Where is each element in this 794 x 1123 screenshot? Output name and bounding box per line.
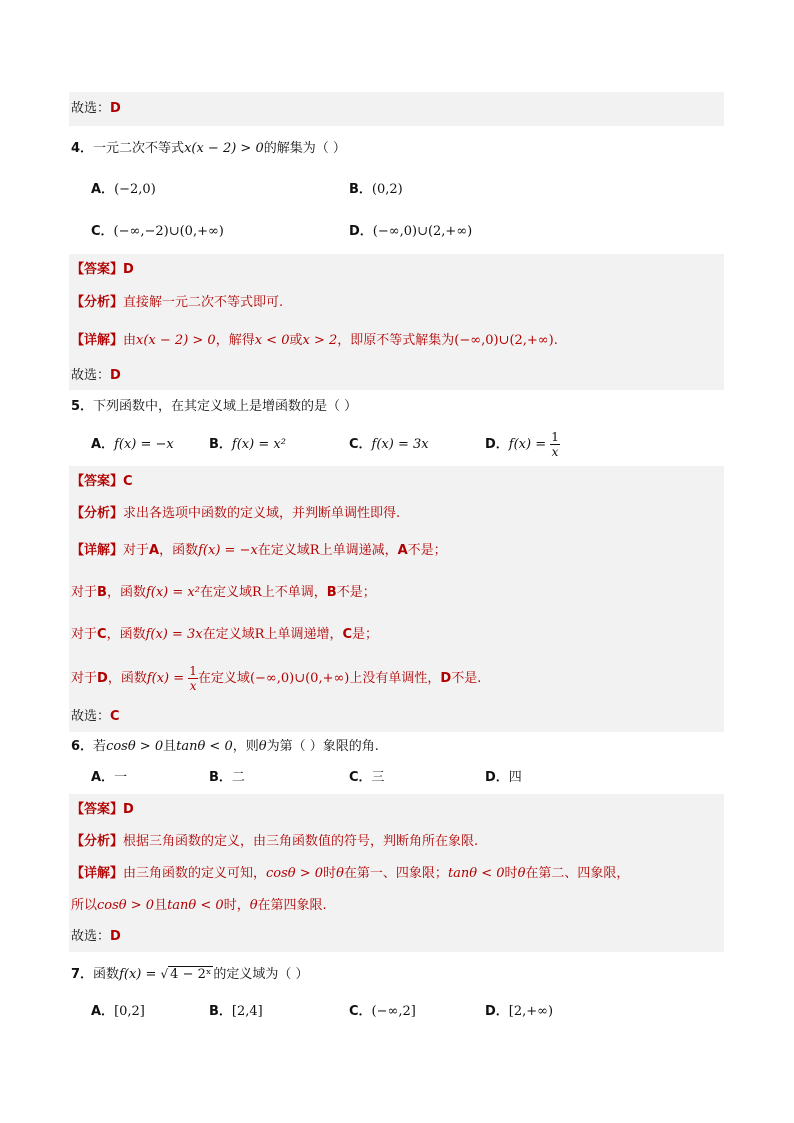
fraction-numerator: 1 bbox=[189, 664, 197, 678]
stem-text: 若 bbox=[93, 739, 107, 754]
q4-solution-block bbox=[69, 254, 724, 390]
math-expr: R bbox=[309, 543, 320, 558]
option-label: B． bbox=[209, 1004, 232, 1019]
detail-line-1 bbox=[71, 858, 724, 890]
question-number: 6． bbox=[71, 739, 94, 754]
detail-line-d bbox=[71, 656, 724, 702]
math-expr: θ bbox=[336, 866, 344, 881]
answer-tag: 【答案】 bbox=[71, 802, 124, 817]
option-value: (0,2) bbox=[371, 182, 403, 197]
analysis-line bbox=[71, 286, 724, 320]
option-label: B． bbox=[209, 437, 232, 452]
math-expr: f(x) = bbox=[146, 671, 185, 686]
stem-text: 一元二次不等式 bbox=[93, 141, 185, 156]
math-expr: cosθ > 0 bbox=[106, 739, 164, 754]
q6-solution-block bbox=[69, 794, 724, 952]
detail-text: 是； bbox=[352, 627, 379, 642]
option-b bbox=[209, 994, 263, 1030]
fraction bbox=[188, 665, 198, 692]
q6-stem bbox=[71, 732, 724, 762]
analysis-text: 求出各选项中函数的定义域，并判断单调性即得. bbox=[123, 506, 401, 521]
math-expr: θ bbox=[517, 866, 526, 881]
answer-tag: 【答案】 bbox=[71, 474, 124, 489]
math-expr: R bbox=[251, 585, 262, 600]
math-expr: x < 0 bbox=[254, 333, 290, 348]
fraction-denominator: x bbox=[189, 679, 197, 693]
detail-text: 在第四象限. bbox=[257, 898, 327, 913]
fraction-denominator: x bbox=[551, 445, 559, 459]
option-label: D． bbox=[349, 224, 373, 239]
detail-text: 且 bbox=[154, 898, 168, 913]
detail-text: 对于 bbox=[71, 671, 98, 686]
math-expr: tanθ < 0 bbox=[176, 739, 233, 754]
math-expr: (−∞,0)∪(2,+∞) bbox=[454, 333, 554, 348]
option-label: D． bbox=[485, 1004, 509, 1019]
option-value: (−∞,0)∪(2,+∞) bbox=[372, 224, 473, 239]
stem-text: 的解集为（ ） bbox=[263, 141, 346, 156]
analysis-line bbox=[71, 498, 724, 530]
q6-options bbox=[71, 762, 724, 794]
option-ref: D bbox=[440, 671, 452, 686]
option-label: D． bbox=[485, 770, 509, 785]
detail-text: 在第一、四象限； bbox=[343, 866, 448, 881]
option-value: f(x) = −x bbox=[114, 437, 174, 452]
option-value: [0,2] bbox=[114, 1004, 145, 1019]
option-label: A． bbox=[91, 1004, 115, 1019]
choice-label: 故选： bbox=[71, 929, 111, 944]
detail-text: 所以 bbox=[71, 898, 98, 913]
choice-value: D bbox=[110, 368, 121, 383]
option-ref: B bbox=[326, 585, 337, 600]
detail-text: 或 bbox=[289, 333, 303, 348]
detail-text: 在定义域 bbox=[257, 543, 310, 558]
detail-text: ，函数 bbox=[106, 627, 146, 642]
q7-stem: 7．函数f(x) = √ 4 − 2ˣ 的定义域为（ ） bbox=[71, 967, 309, 982]
detail-text: 上不单调， bbox=[261, 585, 327, 600]
math-expr: x(x − 2) > 0 bbox=[136, 333, 216, 348]
detail-text: ，函数 bbox=[106, 585, 146, 600]
answer-tag: 【答案】 bbox=[71, 262, 124, 277]
option-d bbox=[485, 994, 553, 1030]
detail-text: 由三角函数的定义可知， bbox=[123, 866, 267, 881]
option-label: C． bbox=[349, 437, 372, 452]
choice-label: 故选： bbox=[71, 101, 111, 116]
question-number: 4． bbox=[71, 141, 94, 156]
detail-tag: 【详解】 bbox=[71, 333, 124, 348]
q4-options-row2 bbox=[71, 212, 724, 252]
analysis-tag: 【分析】 bbox=[71, 834, 124, 849]
option-a bbox=[91, 762, 127, 794]
detail-text: 对于 bbox=[71, 627, 98, 642]
option-a bbox=[91, 424, 174, 466]
q4-options-row1 bbox=[71, 170, 724, 210]
option-label: C． bbox=[91, 224, 114, 239]
option-ref: C bbox=[97, 627, 107, 642]
answer-line bbox=[71, 254, 724, 286]
option-label: D． bbox=[485, 437, 509, 452]
option-value: f(x) = bbox=[508, 437, 547, 452]
option-b bbox=[209, 424, 286, 466]
math-expr: tanθ < 0 bbox=[447, 866, 505, 881]
option-b bbox=[349, 170, 403, 210]
detail-text: 在第二、四象限， bbox=[525, 866, 630, 881]
detail-text: 上单调递增， bbox=[264, 627, 343, 642]
q5-solution-block bbox=[69, 466, 724, 732]
option-a bbox=[91, 170, 156, 210]
detail-text: 时 bbox=[323, 866, 337, 881]
math-expr: f(x) = x² bbox=[145, 585, 200, 600]
math-expr: θ bbox=[249, 898, 258, 913]
option-value: (−∞,2] bbox=[371, 1004, 416, 1019]
detail-line-b bbox=[71, 572, 724, 614]
option-value: f(x) = 3x bbox=[371, 437, 429, 452]
option-value: 一 bbox=[114, 770, 128, 785]
option-label: A． bbox=[91, 770, 115, 785]
question-number: 5． bbox=[71, 399, 94, 414]
stem-text: ，则 bbox=[232, 739, 259, 754]
option-value: 四 bbox=[508, 770, 522, 785]
option-value: 二 bbox=[231, 770, 245, 785]
stem-text: 为第（ ）象限的角. bbox=[266, 739, 379, 754]
analysis-tag: 【分析】 bbox=[71, 295, 124, 310]
q4-stem bbox=[71, 130, 724, 168]
detail-text: ，解得 bbox=[215, 333, 255, 348]
choice-value: D bbox=[110, 101, 121, 116]
choice-label: 故选： bbox=[71, 368, 111, 383]
answer-value: C bbox=[123, 474, 133, 489]
option-label: B． bbox=[349, 182, 372, 197]
detail-text: 对于 bbox=[123, 543, 150, 558]
option-label: C． bbox=[349, 1004, 372, 1019]
choice-label: 故选： bbox=[71, 709, 111, 724]
detail-text: . bbox=[553, 333, 558, 348]
analysis-tag: 【分析】 bbox=[71, 506, 124, 521]
option-d bbox=[349, 212, 472, 252]
choice-value: C bbox=[110, 709, 120, 724]
math-expr: f(x) = −x bbox=[198, 543, 258, 558]
math-expr: θ bbox=[258, 739, 267, 754]
choice-line bbox=[71, 702, 724, 732]
choice-value: D bbox=[110, 929, 121, 944]
detail-tag: 【详解】 bbox=[71, 866, 124, 881]
detail-text: 时， bbox=[223, 898, 250, 913]
detail-text: ，函数 bbox=[159, 543, 199, 558]
detail-text: 上单调递减， bbox=[319, 543, 398, 558]
option-value: f(x) = x² bbox=[231, 437, 286, 452]
option-c bbox=[91, 212, 224, 252]
stem-text: 函数 bbox=[93, 967, 120, 982]
q5-stem bbox=[71, 392, 724, 422]
detail-text: 时 bbox=[504, 866, 518, 881]
analysis-line bbox=[71, 826, 724, 858]
answer-line bbox=[71, 466, 724, 498]
math-expr: cosθ > 0 bbox=[97, 898, 155, 913]
q7-options bbox=[71, 994, 724, 1030]
q5-options bbox=[71, 424, 724, 466]
detail-text: 由 bbox=[123, 333, 137, 348]
option-value: 三 bbox=[371, 770, 385, 785]
option-label: A． bbox=[91, 182, 115, 197]
answer-value: D bbox=[123, 802, 134, 817]
detail-text: 在定义域 bbox=[199, 585, 252, 600]
option-d bbox=[485, 762, 522, 794]
detail-text: 在定义域 bbox=[202, 627, 255, 642]
choice-line bbox=[71, 362, 724, 390]
option-ref: D bbox=[97, 671, 108, 686]
choice-line bbox=[71, 922, 724, 952]
detail-line-c bbox=[71, 614, 724, 656]
detail-text: 不是. bbox=[451, 671, 482, 686]
question-number: 7． bbox=[71, 967, 94, 982]
math-expr: f(x) = 3x bbox=[145, 627, 203, 642]
detail-line-2 bbox=[71, 890, 724, 922]
option-label: A． bbox=[91, 437, 115, 452]
fraction-numerator: 1 bbox=[551, 430, 559, 444]
option-c bbox=[349, 994, 416, 1030]
detail-text: ，函数 bbox=[107, 671, 147, 686]
math-expr: tanθ < 0 bbox=[167, 898, 224, 913]
answer-value: D bbox=[123, 262, 134, 277]
detail-text: 在定义域 bbox=[197, 671, 250, 686]
option-ref: B bbox=[97, 585, 107, 600]
stem-text: 的定义域为（ ） bbox=[213, 967, 309, 982]
math-expr: cosθ > 0 bbox=[266, 866, 324, 881]
detail-text: 不是； bbox=[336, 585, 376, 600]
detail-line bbox=[71, 320, 724, 362]
option-ref: A bbox=[149, 543, 160, 558]
option-value: [2,4] bbox=[231, 1004, 263, 1019]
detail-text: ，即原不等式解集为 bbox=[337, 333, 455, 348]
sqrt-expr: 4 − 2ˣ bbox=[170, 967, 212, 982]
option-value: (−2,0) bbox=[114, 182, 156, 197]
detail-line-a bbox=[71, 530, 724, 572]
math-expr: f(x) = bbox=[119, 967, 157, 982]
detail-text: 上没有单调性， bbox=[349, 671, 441, 686]
option-c bbox=[349, 762, 385, 794]
math-expr: (−∞,0)∪(0,+∞) bbox=[249, 671, 350, 686]
detail-tag: 【详解】 bbox=[71, 543, 124, 558]
option-ref: C bbox=[342, 627, 352, 642]
math-expr: x > 2 bbox=[302, 333, 338, 348]
option-a bbox=[91, 994, 145, 1030]
stem-text: 且 bbox=[163, 739, 177, 754]
fraction bbox=[550, 431, 560, 458]
stem-text: 下列函数中，在其定义域上是增函数的是（ ） bbox=[93, 399, 358, 414]
math-expr: R bbox=[254, 627, 265, 642]
analysis-text: 根据三角函数的定义，由三角函数值的符号，判断角所在象限. bbox=[123, 834, 479, 849]
detail-text: 对于 bbox=[71, 585, 98, 600]
option-value: (−∞,−2)∪(0,+∞) bbox=[113, 224, 224, 239]
answer-line bbox=[71, 794, 724, 826]
option-label: C． bbox=[349, 770, 372, 785]
option-value: [2,+∞) bbox=[508, 1004, 554, 1019]
analysis-text: 直接解一元二次不等式即可. bbox=[123, 295, 284, 310]
option-label: B． bbox=[209, 770, 232, 785]
math-expr: x(x − 2) > 0 bbox=[184, 141, 264, 156]
option-ref: A bbox=[397, 543, 408, 558]
prev-choice-line bbox=[69, 92, 724, 126]
option-b bbox=[209, 762, 245, 794]
detail-text: 不是； bbox=[407, 543, 447, 558]
option-d bbox=[485, 424, 560, 466]
option-c bbox=[349, 424, 429, 466]
